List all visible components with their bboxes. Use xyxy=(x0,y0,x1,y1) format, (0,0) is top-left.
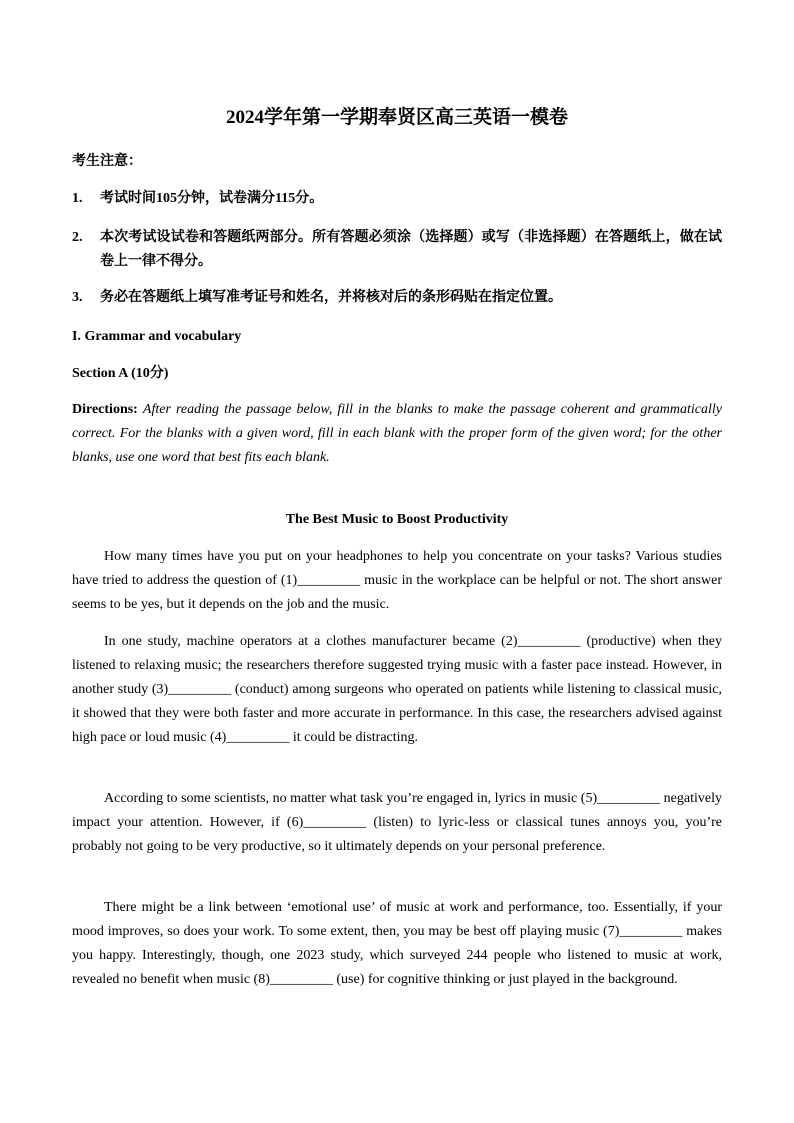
notice-item-1 xyxy=(72,187,722,211)
part-heading: I. Grammar and vocabulary xyxy=(72,329,242,344)
notice-item-3 xyxy=(72,286,722,310)
notice-text: 务必在答题纸上填写准考证号和姓名，并将核对后的条形码贴在指定位置。 xyxy=(100,290,562,305)
notice-text: 本次考试设试卷和答题纸两部分。所有答题必须涂（选择题）或写（非选择题）在答题纸上，做在试卷上一律不得分。 xyxy=(100,230,722,269)
notice-number: 2. xyxy=(72,230,83,245)
notice-number: 3. xyxy=(72,290,83,305)
passage-title: The Best Music to Boost Productivity xyxy=(285,512,509,527)
notice-heading: 考生注意： xyxy=(72,154,142,169)
passage-paragraph-2: In one study, machine operators at a clothes manufacturer became (2)_________ (productive) when they listened to relaxing music; the researchers therefore suggested trying music with a faster pace instead. However, in another study (3)_________ (conduct) among surgeons who operated on patients while listening to classical music, it showed that they were both faster and more accurate in performance. In this case, the researchers advised against high pace or loud music (4)_________ it could be distracting. xyxy=(72,634,722,745)
section-heading: Section A (10分) xyxy=(72,366,169,381)
passage-paragraph-4: There might be a link between ‘emotional use’ of music at work and performance, too. Essentially, if your mood improves, so does your work. To some extent, then, you may be best off playing music (7)_________ makes you happy. Interestingly, though, one 2023 study, which surveyed 244 people who listened to music at work, revealed no benefit when music (8)_________ (use) for cognitive thinking or just played in the background. xyxy=(72,900,722,987)
notice-number: 1. xyxy=(72,191,83,206)
notice-text: 考试时间105分钟，试卷满分115分。 xyxy=(100,191,324,206)
passage-paragraph-3: According to some scientists, no matter what task you’re engaged in, lyrics in music (5)_________ negatively impact your attention. However, if (6)_________ (listen) to lyric-less or classical tunes annoys you, you’re probably not going to be very productive, so it ultimately depends on your personal preference. xyxy=(72,791,722,854)
notice-item-2 xyxy=(72,226,722,274)
directions-text: After reading the passage below, fill in the blanks to make the passage coherent and grammatically correct. For the blanks with a given word, fill in each blank with the proper form of the given word; for the other blanks, use one word that best fits each blank. xyxy=(72,402,722,465)
exam-title: 2024学年第一学期奉贤区高三英语一模卷 xyxy=(225,107,568,128)
passage-paragraph-1: How many times have you put on your headphones to help you concentrate on your tasks? Various studies have tried to address the question of (1)_________ music in the workplace can be helpful or not. The short answer seems to be yes, but it depends on the job and the music. xyxy=(72,549,722,612)
directions xyxy=(72,398,722,470)
directions-label: Directions: xyxy=(72,402,138,417)
